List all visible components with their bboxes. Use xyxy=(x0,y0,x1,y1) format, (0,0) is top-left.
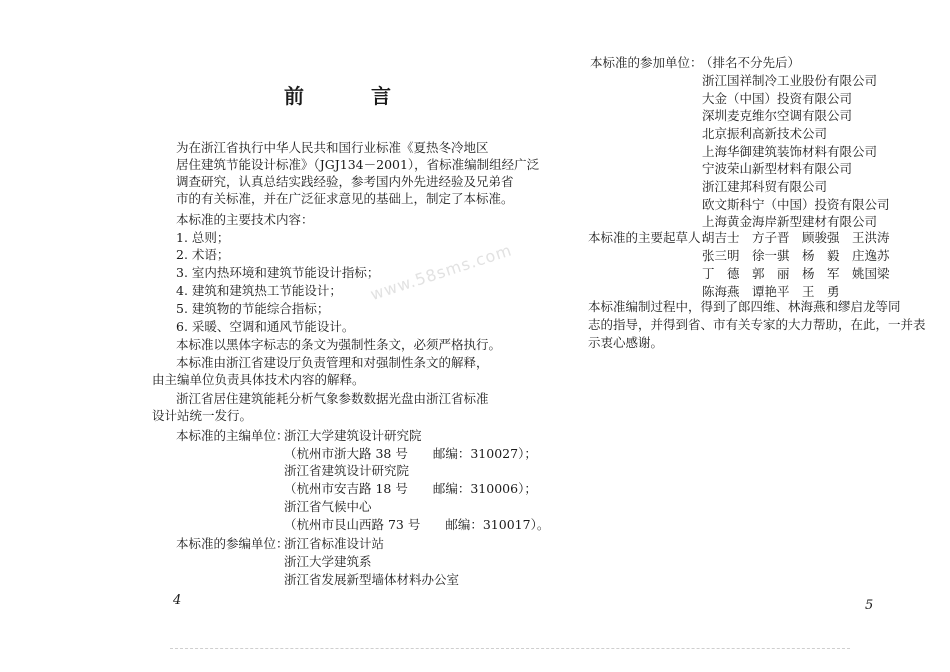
cd-distribution-paragraph xyxy=(152,390,489,424)
co-editor-label: 本标准的参编单位： xyxy=(176,536,289,551)
intro-line: 市的有关标准，并在广泛征求意见的基础上，制定了本标准。 xyxy=(176,191,514,206)
co-editor-unit: 浙江大学建筑系 xyxy=(284,554,372,569)
tech-content-heading: 本标准的主要技术内容： xyxy=(176,212,314,227)
intro-paragraph xyxy=(176,139,540,207)
scan-edge-line xyxy=(170,648,850,649)
chief-editor-address: （杭州市安吉路 18 号 邮编：310006）； xyxy=(284,481,537,496)
cd-line: 浙江省居住建筑能耗分析气象参数数据光盘由浙江省标准 xyxy=(176,391,489,406)
intro-line: 调查研究，认真总结实践经验，参考国内外先进经验及兄弟省 xyxy=(176,174,514,189)
co-editor-unit: 浙江省标准设计站 xyxy=(284,536,385,551)
participant-unit: 宁波荣山新型材料有限公司 xyxy=(702,161,853,176)
drafters-row: 丁 德 郭 丽 杨 军 姚国梁 xyxy=(702,266,890,281)
drafters-row: 陈海燕 谭艳平 王 勇 xyxy=(702,284,840,299)
tech-item: 5. 建筑物的节能综合指标； xyxy=(176,301,330,316)
co-editor-unit: 浙江省发展新型墙体材料办公室 xyxy=(284,572,460,587)
chief-editor-label: 本标准的主编单位： xyxy=(176,428,289,443)
page-number: 5 xyxy=(865,598,874,613)
participant-unit: 浙江建邦科贸有限公司 xyxy=(702,179,828,194)
participant-label: 本标准的参加单位： xyxy=(590,55,703,70)
intro-line: 为在浙江省执行中华人民共和国行业标准《夏热冬冷地区 xyxy=(176,140,489,155)
preface-title: 前 言 xyxy=(284,84,421,108)
right-page xyxy=(475,0,950,672)
chief-editor-address: （杭州市浙大路 38 号 邮编：310027）； xyxy=(284,446,537,461)
mandatory-clause-note: 本标准以黑体字标志的条文为强制性条文，必须严格执行。 xyxy=(176,337,502,352)
intro-line: 居住建筑节能设计标准》（JGJ134－2001），省标准编制组经广泛 xyxy=(176,157,540,172)
chief-editor-address: （杭州市艮山西路 73 号 邮编：310017）。 xyxy=(284,517,550,532)
participant-unit: 深圳麦克维尔空调有限公司 xyxy=(702,108,853,123)
administration-line: 本标准由浙江省建设厅负责管理和对强制性条文的解释， xyxy=(176,355,489,370)
participant-unit: 欧文斯科宁（中国）投资有限公司 xyxy=(702,197,890,212)
tech-item: 3. 室内热环境和建筑节能设计指标； xyxy=(176,265,380,280)
participant-order-note: （排名不分先后） xyxy=(700,55,801,70)
drafters-label: 本标准的主要起草人： xyxy=(588,230,714,245)
administration-line: 由主编单位负责具体技术内容的解释。 xyxy=(152,372,365,387)
acknowledgement-line: 本标准编制过程中，得到了郎四维、林海燕和缪启龙等同 xyxy=(588,299,901,314)
administration-paragraph xyxy=(152,354,489,388)
participant-unit: 上海黄金海岸新型建材有限公司 xyxy=(702,214,878,229)
chief-editor-unit: 浙江省建筑设计研究院 xyxy=(284,463,410,478)
drafters-row: 胡吉士 方子晋 顾骏强 王洪涛 xyxy=(702,230,890,245)
tech-item: 2. 术语； xyxy=(176,247,230,262)
tech-item: 1. 总则； xyxy=(176,230,230,245)
page-number: 4 xyxy=(173,593,182,608)
cd-line: 设计站统一发行。 xyxy=(152,408,253,423)
drafters-row: 张三明 徐一骐 杨 毅 庄逸苏 xyxy=(702,248,890,263)
chief-editor-unit: 浙江省气候中心 xyxy=(284,499,372,514)
watermark: www.58sms.com xyxy=(368,240,515,305)
chief-editor-unit: 浙江大学建筑设计研究院 xyxy=(284,428,422,443)
tech-item: 6. 采暖、空调和通风节能设计。 xyxy=(176,319,355,334)
participant-unit: 上海华御建筑装饰材料有限公司 xyxy=(702,144,878,159)
acknowledgement-line: 示衷心感谢。 xyxy=(588,335,664,350)
participant-unit: 北京振利高新技术公司 xyxy=(702,126,828,141)
tech-item: 4. 建筑和建筑热工节能设计； xyxy=(176,283,342,298)
participant-unit: 大金（中国）投资有限公司 xyxy=(702,91,853,106)
participant-unit: 浙江国祥制冷工业股份有限公司 xyxy=(702,73,878,88)
acknowledgement-line: 志的指导，并得到省、市有关专家的大力帮助，在此，一并表 xyxy=(588,317,926,332)
